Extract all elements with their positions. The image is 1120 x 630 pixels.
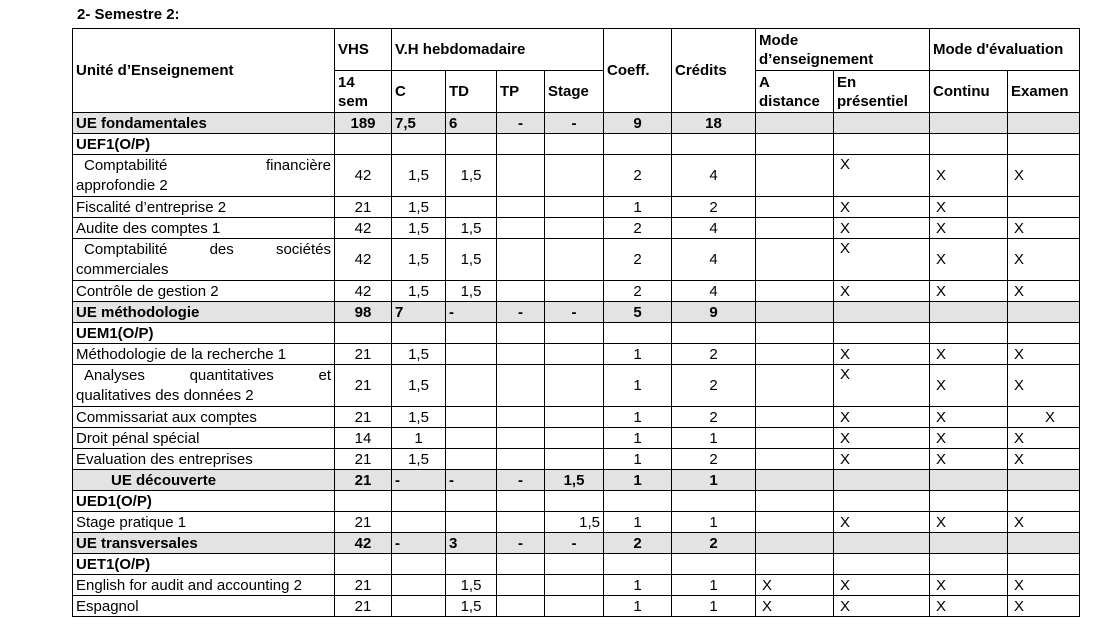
cell-dist: [756, 554, 834, 575]
cell-dist: [756, 533, 834, 554]
ue-name-cell: UE découverte: [73, 470, 335, 491]
header-vh-hebdo: V.H hebdomadaire: [392, 29, 604, 71]
cell-coeff: 1: [604, 197, 672, 218]
cell-pres: X: [834, 449, 930, 470]
cell-td: -: [446, 470, 497, 491]
cell-cont: [930, 302, 1008, 323]
cell-coeff: 1: [604, 512, 672, 533]
cell-pres: X: [834, 197, 930, 218]
header-c: C: [392, 71, 446, 113]
cell-stage: [545, 428, 604, 449]
cell-coeff: 1: [604, 449, 672, 470]
cell-c: [392, 596, 446, 617]
cell-credits: 4: [672, 218, 756, 239]
module-row: [73, 449, 1080, 470]
cell-cont: [930, 113, 1008, 134]
cell-dist: [756, 302, 834, 323]
cell-vhs: 98: [335, 302, 392, 323]
cell-tp: -: [497, 113, 545, 134]
module-row: [73, 155, 1080, 197]
cell-cont: X: [930, 512, 1008, 533]
cell-cont: X: [930, 344, 1008, 365]
cell-stage: 1,5: [545, 512, 604, 533]
cell-stage: [545, 407, 604, 428]
cell-tp: [497, 491, 545, 512]
ue-name-cell: Contrôle de gestion 2: [73, 281, 335, 302]
ue-name-cell: Evaluation des entreprises: [73, 449, 335, 470]
cell-vhs: 42: [335, 218, 392, 239]
cell-vhs: [335, 323, 392, 344]
cell-td: 1,5: [446, 218, 497, 239]
cell-c: 1,5: [392, 365, 446, 407]
header-coeff: Coeff.: [604, 29, 672, 113]
module-row: [73, 596, 1080, 617]
cell-pres: X: [834, 407, 930, 428]
cell-exam: [1008, 533, 1080, 554]
cell-stage: -: [545, 113, 604, 134]
ue-name-cell: English for audit and accounting 2: [73, 575, 335, 596]
cell-stage: [545, 239, 604, 281]
cell-stage: [545, 134, 604, 155]
cell-coeff: [604, 491, 672, 512]
cell-tp: [497, 596, 545, 617]
cell-stage: [545, 155, 604, 197]
cell-tp: -: [497, 533, 545, 554]
ue-section-row: [73, 323, 1080, 344]
cell-td: [446, 344, 497, 365]
module-row: [73, 281, 1080, 302]
cell-credits: 4: [672, 155, 756, 197]
ue-name-cell: Audite des comptes 1: [73, 218, 335, 239]
header-distance: A distance: [756, 71, 834, 113]
cell-pres: X: [834, 218, 930, 239]
cell-tp: [497, 407, 545, 428]
cell-exam: [1008, 302, 1080, 323]
module-row: [73, 197, 1080, 218]
cell-td: [446, 323, 497, 344]
header-vhs: VHS: [335, 29, 392, 71]
cell-dist: [756, 323, 834, 344]
cell-tp: [497, 218, 545, 239]
cell-dist: [756, 218, 834, 239]
cell-c: [392, 323, 446, 344]
cell-vhs: 21: [335, 449, 392, 470]
cell-tp: -: [497, 470, 545, 491]
cell-c: 1,5: [392, 218, 446, 239]
ue-name-cell: UEM1(O/P): [73, 323, 335, 344]
cell-exam: [1008, 323, 1080, 344]
cell-vhs: 42: [335, 155, 392, 197]
cell-stage: [545, 197, 604, 218]
cell-c: 1,5: [392, 155, 446, 197]
ue-section-row: [73, 491, 1080, 512]
cell-cont: [930, 134, 1008, 155]
cell-credits: 2: [672, 533, 756, 554]
cell-vhs: [335, 554, 392, 575]
cell-vhs: 21: [335, 470, 392, 491]
cell-c: 1,5: [392, 239, 446, 281]
cell-pres: X: [834, 281, 930, 302]
cell-cont: X: [930, 218, 1008, 239]
cell-credits: 1: [672, 470, 756, 491]
cell-pres: [834, 491, 930, 512]
cell-vhs: [335, 134, 392, 155]
module-row: [73, 239, 1080, 281]
cell-stage: [545, 344, 604, 365]
cell-cont: X: [930, 155, 1008, 197]
ue-name-cell: UED1(O/P): [73, 491, 335, 512]
cell-coeff: 5: [604, 302, 672, 323]
cell-cont: X: [930, 365, 1008, 407]
cell-exam: X: [1008, 575, 1080, 596]
cell-exam: X: [1008, 596, 1080, 617]
cell-stage: [545, 323, 604, 344]
module-row: [73, 428, 1080, 449]
cell-vhs: 189: [335, 113, 392, 134]
cell-dist: [756, 113, 834, 134]
cell-vhs: 21: [335, 575, 392, 596]
ue-group-row: [73, 533, 1080, 554]
ue-section-row: [73, 554, 1080, 575]
cell-exam: X: [1008, 365, 1080, 407]
cell-coeff: 9: [604, 113, 672, 134]
cell-exam: X: [1008, 449, 1080, 470]
cell-td: 1,5: [446, 155, 497, 197]
ue-group-row: [73, 470, 1080, 491]
header-vhs-sub: 14 sem: [335, 71, 392, 113]
header-td: TD: [446, 71, 497, 113]
cell-coeff: 1: [604, 470, 672, 491]
cell-cont: X: [930, 575, 1008, 596]
cell-pres: [834, 323, 930, 344]
cell-td: 1,5: [446, 575, 497, 596]
header-mode-enseignement: Mode d’enseignement: [756, 29, 930, 71]
cell-stage: [545, 554, 604, 575]
cell-stage: [545, 575, 604, 596]
cell-tp: [497, 134, 545, 155]
cell-credits: 4: [672, 281, 756, 302]
cell-cont: X: [930, 197, 1008, 218]
cell-dist: [756, 407, 834, 428]
cell-credits: [672, 491, 756, 512]
module-row: [73, 512, 1080, 533]
ue-name-cell: UET1(O/P): [73, 554, 335, 575]
cell-td: 1,5: [446, 239, 497, 281]
cell-td: [446, 491, 497, 512]
ue-section-row: [73, 134, 1080, 155]
cell-dist: [756, 470, 834, 491]
cell-tp: -: [497, 302, 545, 323]
ue-name-cell: Espagnol: [73, 596, 335, 617]
cell-tp: [497, 365, 545, 407]
cell-dist: X: [756, 596, 834, 617]
cell-tp: [497, 575, 545, 596]
module-row: [73, 575, 1080, 596]
header-stage: Stage: [545, 71, 604, 113]
cell-dist: [756, 197, 834, 218]
cell-cont: X: [930, 407, 1008, 428]
cell-credits: 2: [672, 197, 756, 218]
ue-name-cell: Analyses quantitatives et qualitatives des données 2: [73, 365, 335, 407]
cell-stage: [545, 218, 604, 239]
cell-credits: 1: [672, 428, 756, 449]
cell-exam: X: [1008, 344, 1080, 365]
cell-coeff: 2: [604, 239, 672, 281]
cell-exam: X: [1008, 281, 1080, 302]
cell-exam: X: [1008, 407, 1080, 428]
ue-group-row: [73, 302, 1080, 323]
cell-exam: [1008, 113, 1080, 134]
cell-td: [446, 554, 497, 575]
cell-c: 7,5: [392, 113, 446, 134]
cell-c: 1: [392, 428, 446, 449]
ue-name-cell: UE fondamentales: [73, 113, 335, 134]
cell-pres: X: [834, 596, 930, 617]
cell-tp: [497, 281, 545, 302]
cell-vhs: 42: [335, 239, 392, 281]
cell-vhs: [335, 491, 392, 512]
cell-coeff: 2: [604, 533, 672, 554]
header-continu: Continu: [930, 71, 1008, 113]
cell-credits: [672, 323, 756, 344]
cell-credits: 1: [672, 596, 756, 617]
cell-pres: X: [834, 365, 930, 407]
cell-c: 1,5: [392, 407, 446, 428]
cell-td: [446, 407, 497, 428]
header-credits: Crédits: [672, 29, 756, 113]
cell-pres: X: [834, 344, 930, 365]
cell-c: 1,5: [392, 281, 446, 302]
cell-coeff: 1: [604, 575, 672, 596]
ue-name-cell: Stage pratique 1: [73, 512, 335, 533]
cell-coeff: 2: [604, 281, 672, 302]
header-mode-evaluation: Mode d'évaluation: [930, 29, 1080, 71]
cell-credits: 2: [672, 407, 756, 428]
module-row: [73, 344, 1080, 365]
cell-tp: [497, 344, 545, 365]
cell-td: [446, 134, 497, 155]
cell-coeff: 1: [604, 407, 672, 428]
cell-stage: [545, 491, 604, 512]
cell-c: [392, 512, 446, 533]
cell-credits: 4: [672, 239, 756, 281]
cell-tp: [497, 428, 545, 449]
cell-coeff: 2: [604, 155, 672, 197]
cell-cont: [930, 491, 1008, 512]
cell-vhs: 42: [335, 533, 392, 554]
cell-vhs: 21: [335, 197, 392, 218]
cell-c: 1,5: [392, 344, 446, 365]
cell-vhs: 21: [335, 512, 392, 533]
module-row: [73, 407, 1080, 428]
cell-dist: [756, 281, 834, 302]
ue-name-cell: Commissariat aux comptes: [73, 407, 335, 428]
cell-cont: [930, 533, 1008, 554]
cell-td: -: [446, 302, 497, 323]
cell-cont: [930, 323, 1008, 344]
cell-exam: X: [1008, 428, 1080, 449]
cell-pres: [834, 134, 930, 155]
cell-td: [446, 365, 497, 407]
ue-group-row: [73, 113, 1080, 134]
cell-vhs: 21: [335, 407, 392, 428]
cell-coeff: [604, 323, 672, 344]
cell-stage: 1,5: [545, 470, 604, 491]
cell-c: [392, 134, 446, 155]
cell-coeff: 1: [604, 428, 672, 449]
cell-c: 1,5: [392, 197, 446, 218]
cell-pres: [834, 470, 930, 491]
cell-vhs: 21: [335, 365, 392, 407]
cell-exam: X: [1008, 155, 1080, 197]
cell-exam: [1008, 134, 1080, 155]
cell-dist: [756, 512, 834, 533]
header-presentiel: En présentiel: [834, 71, 930, 113]
cell-dist: [756, 428, 834, 449]
cell-vhs: 42: [335, 281, 392, 302]
cell-tp: [497, 197, 545, 218]
cell-stage: [545, 365, 604, 407]
cell-dist: [756, 344, 834, 365]
section-title: 2- Semestre 2:: [77, 6, 180, 23]
cell-cont: X: [930, 239, 1008, 281]
cell-dist: [756, 239, 834, 281]
cell-pres: [834, 302, 930, 323]
cell-credits: 2: [672, 449, 756, 470]
cell-stage: [545, 281, 604, 302]
ue-name-cell: Comptabilité des sociétés commerciales: [73, 239, 335, 281]
cell-coeff: 1: [604, 365, 672, 407]
header-tp: TP: [497, 71, 545, 113]
cell-dist: X: [756, 575, 834, 596]
cell-cont: X: [930, 281, 1008, 302]
cell-pres: X: [834, 512, 930, 533]
cell-c: -: [392, 533, 446, 554]
cell-pres: X: [834, 428, 930, 449]
cell-coeff: [604, 554, 672, 575]
cell-credits: 2: [672, 365, 756, 407]
cell-credits: 1: [672, 575, 756, 596]
ue-name-cell: Droit pénal spécial: [73, 428, 335, 449]
cell-tp: [497, 323, 545, 344]
cell-dist: [756, 155, 834, 197]
cell-c: 1,5: [392, 449, 446, 470]
cell-td: 1,5: [446, 281, 497, 302]
cell-td: [446, 449, 497, 470]
cell-c: -: [392, 470, 446, 491]
cell-credits: 1: [672, 512, 756, 533]
cell-td: 3: [446, 533, 497, 554]
cell-tp: [497, 554, 545, 575]
cell-stage: -: [545, 533, 604, 554]
cell-pres: [834, 554, 930, 575]
cell-stage: -: [545, 302, 604, 323]
cell-exam: [1008, 554, 1080, 575]
cell-vhs: 14: [335, 428, 392, 449]
cell-dist: [756, 449, 834, 470]
cell-vhs: 21: [335, 344, 392, 365]
ue-name-cell: UEF1(O/P): [73, 134, 335, 155]
cell-dist: [756, 365, 834, 407]
cell-td: [446, 428, 497, 449]
cell-exam: X: [1008, 239, 1080, 281]
cell-cont: X: [930, 596, 1008, 617]
cell-credits: [672, 134, 756, 155]
ue-name-cell: UE méthodologie: [73, 302, 335, 323]
module-row: [73, 365, 1080, 407]
cell-credits: 9: [672, 302, 756, 323]
header-examen: Examen: [1008, 71, 1080, 113]
cell-dist: [756, 491, 834, 512]
cell-dist: [756, 134, 834, 155]
cell-stage: [545, 596, 604, 617]
cell-cont: X: [930, 449, 1008, 470]
cell-tp: [497, 155, 545, 197]
cell-credits: 2: [672, 344, 756, 365]
cell-c: 7: [392, 302, 446, 323]
cell-cont: [930, 470, 1008, 491]
cell-credits: 18: [672, 113, 756, 134]
cell-coeff: 2: [604, 218, 672, 239]
cell-cont: [930, 554, 1008, 575]
cell-c: [392, 491, 446, 512]
ue-name-cell: UE transversales: [73, 533, 335, 554]
cell-pres: X: [834, 239, 930, 281]
cell-tp: [497, 512, 545, 533]
cell-coeff: 1: [604, 596, 672, 617]
cell-exam: [1008, 491, 1080, 512]
cell-coeff: [604, 134, 672, 155]
cell-tp: [497, 239, 545, 281]
ue-name-cell: Fiscalité d’entreprise 2: [73, 197, 335, 218]
cell-cont: X: [930, 428, 1008, 449]
ue-name-cell: Comptabilité financière approfondie 2: [73, 155, 335, 197]
cell-exam: X: [1008, 218, 1080, 239]
curriculum-table: [72, 28, 1080, 617]
cell-pres: X: [834, 575, 930, 596]
cell-c: [392, 575, 446, 596]
cell-pres: [834, 533, 930, 554]
cell-coeff: 1: [604, 344, 672, 365]
cell-pres: [834, 113, 930, 134]
cell-exam: X: [1008, 512, 1080, 533]
cell-c: [392, 554, 446, 575]
ue-name-cell: Méthodologie de la recherche 1: [73, 344, 335, 365]
cell-td: [446, 512, 497, 533]
cell-td: 6: [446, 113, 497, 134]
cell-td: [446, 197, 497, 218]
cell-exam: [1008, 197, 1080, 218]
cell-tp: [497, 449, 545, 470]
cell-vhs: 21: [335, 596, 392, 617]
module-row: [73, 218, 1080, 239]
cell-credits: [672, 554, 756, 575]
cell-td: 1,5: [446, 596, 497, 617]
header-ue: Unité d’Enseignement: [73, 29, 335, 113]
cell-exam: [1008, 470, 1080, 491]
cell-stage: [545, 449, 604, 470]
cell-pres: X: [834, 155, 930, 197]
